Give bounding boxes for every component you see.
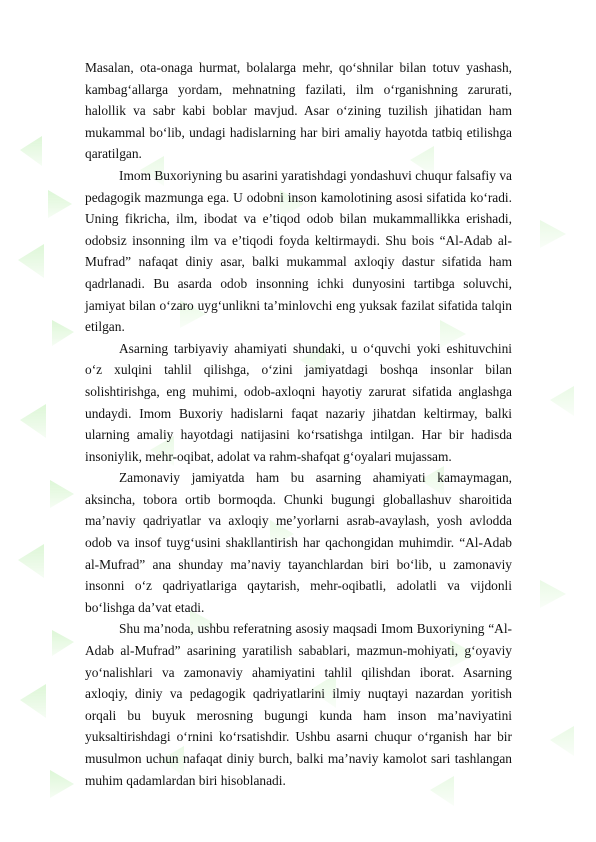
paragraph-4: Zamonaviy jamiyatda ham bu asarning ahamiyati kamaymagan, aksincha, tobora ortib bormoqda. Chunki bugungi globallashuv sharoitida ma’naviy qadriyatlar va axloqiy me’yorlarni asrab-avaylash, yosh avlodda odob va insof tuyg‘usini shakllantirish har qachongidan muhimdir. “Al-Adab al-Mufrad” ana shunday ma’naviy tayanchlardan biri bo‘lib, u zamonaviy insonni o‘z qadriyatlariga qaytarish, mehr-oqibatli, adolatli va vijdonli bo‘lishga da’vat etadi. [85,470,512,615]
paragraph-5: Shu ma’noda, ushbu referatning asosiy maqsadi Imom Buxoriyning “Al-Adab al-Mufrad” asarining yaratilish sabablari, mazmun-mohiyati, g‘oyaviy yo‘nalishlari va zamonaviy ahamiyatini tahlil qilishdan iborat. Asarning axloqiy, diniy va pedagogik qadriyatlarini ilmiy nuqtayi nazardan yoritish orqali bu buyuk merosning bugungi kunda ham inson ma’naviyatini yuksaltirishdagi o‘rnini ko‘rsatishdir. Ushbu asarni chuqur o‘rganish har bir musulmon uchun nafaqat diniy burch, balki ma’naviy kamolot sari tashlangan muhim qadamlardan biri hisoblanadi. [85,621,512,788]
document-page [85,57,512,791]
paragraph-1: Masalan, ota-onaga hurmat, bolalarga mehr, qo‘shnilar bilan totuv yashash, kambag‘allarga yordam, mehnatning fazilati, ilm o‘rganishning zarurati, halollik va sabr kabi boblar mavjud. Asar o‘zining tuzilish jihatidan ham mukammal bo‘lib, undagi hadislarning har biri amaliy hayotda tatbiq etilishga qaratilgan. [85,60,512,162]
paragraph-3: Asarning tarbiyaviy ahamiyati shundaki, u o‘quvchi yoki eshituvchini o‘z xulqini tahlil qilishga, o‘zini jamiyatdagi boshqa insonlar bilan solishtirishga, eng muhimi, odob-axloqni hayotiy zarurat sifatida anglashga undaydi. Imom Buxoriy hadislarni faqat nazariy jihatdan keltirmay, balki ularning amaliy hayotdagi natijasini ko‘rsatishga intilgan. Har bir hadisda insoniylik, mehr-oqibat, adolat va rahm-shafqat g‘oyalari mujassam. [85,340,512,464]
paragraph-2: Imom Buxoriyning bu asarini yaratishdagi yondashuvi chuqur falsafiy va pedagogik mazmunga ega. U odobni inson kamolotining asosi sifatida ko‘radi. Uning fikricha, ilm, ibodat va e’tiqod odob bilan mukammallikka erishadi, odobsiz insonning ilm va e’tiqodi foyda keltirmaydi. Shu bois “Al-Adab al-Mufrad” nafaqat diniy asar, balki mukammal axloqiy dastur sifatida ham qadrlanadi. Bu asarda odob insonning ichki dunyosini tartibga soluvchi, jamiyat bilan o‘zaro uyg‘unlikni ta’minlovchi eng yuksak fazilat sifatida talqin etilgan. [85,167,512,335]
